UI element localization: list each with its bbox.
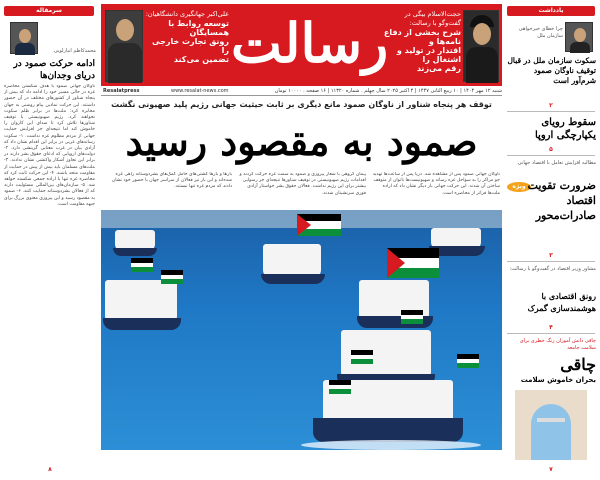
item5-small: چاقی دانش آموزان زنگ خطری برای سلامت جامعه xyxy=(519,338,596,351)
promo-right-title: شرح بخشی از دفاع نامه‌ها و xyxy=(383,28,461,46)
author-photo xyxy=(10,22,38,54)
promo-left-photo xyxy=(105,10,143,82)
masthead-logo: رسالت xyxy=(231,11,389,75)
item1-photo xyxy=(565,22,593,52)
right-column-label: یادداشت xyxy=(507,6,595,16)
item4-title[interactable]: رونق اقتصادی با هوشمندسازی گمرک xyxy=(527,291,596,313)
social-handle: Resalatpress xyxy=(103,88,140,94)
lead-text-right: ناوگان جهانی صمود پس از مشاهده شد. دریا پس از ساعت‌ها تهدید جو مراکز را به سواحل غزه رساند و صهیونیست‌ها ناتوان از متوقف ساختن آن شدند. این حرکت جهانی بار دیگر نشان داد که اراده ملت‌ها فراتر از محاصره است. xyxy=(372,172,500,196)
palestine-flag xyxy=(401,310,423,324)
promo-left-foot: تضمین می‌کند xyxy=(173,55,229,64)
editorial-body: ناوگان جهانی صمود با هدف شکستن محاصره غزه در حالی مسیر خود را ادامه داد که بیش از پنجاه شناور از کشورهای مختلف در آن حضور داشتند. این حرکت نمادین پیام روشنی به جهان مخابره کرد: ملت‌ها در برابر ظلم سکوت نخواهند کرد. رژیم صهیونیستی با توقیف شناورها تلاش کرد تا صدای این کاروان را خاموش کند اما نتیجه‌ای جز افزایش حمایت جهانی از مردم مظلوم غزه نداشت. ۱- سکوت رسانه‌های غربی در برابر این اقدام نشان داد که آزادی بیان در غرب معنایی گزینشی دارد. ۲- دولت‌های اروپایی که ادعای حقوق بشر دارند در برابر این تجاوز آشکار واکنشی نشان ندادند. ۳- ملت‌های مسلمان باید بیش از پیش در حمایت از مقاومت متحد باشند. ۴- این حرکت ثابت کرد که محاصره غزه تنها با اراده جمعی شکسته خواهد شد. ۵- سازمان‌های بین‌المللی مسئولیت دارند که از فعالان بشردوستانه حمایت کنند. ۶- صمود به مقصود رسید و این پیروزی معنوی بزرگ برای جبهه مقاومت است. xyxy=(4,84,95,207)
boat xyxy=(263,244,321,278)
masthead xyxy=(101,4,502,86)
item4-small: مشاور وزیر اقتصاد در گفت‌وگو با رسالت: xyxy=(509,266,596,272)
item5-page-number: ۷ xyxy=(549,466,553,473)
palestine-flag xyxy=(131,258,153,272)
issue-date: شنبه ۱۲ مهر ۱۴۰۴ | ۱۰ ربیع الثانی ۱۴۴۷ | ۴ اکتبر ۲۰۲۵ سال چهلم . شماره ۱۱۳۲۰ | ۱۶ صفحه . ۱۰۰۰۰ تومان xyxy=(274,88,502,94)
editorial-label: سرمقاله xyxy=(4,6,94,16)
headline-kicker: توقف هر پنجاه شناور از ناوگان صمود مانع دیگری بر ثابت حیثیت جهانی رژیم پلید صهیونی نگشت xyxy=(111,100,492,109)
item5-photo xyxy=(515,390,587,460)
item3-small: مطالبه افزایش تعامل با اقتصاد جهانی xyxy=(517,160,596,166)
flotilla-photo xyxy=(101,210,502,450)
promo-right-foot: رقم می‌زند xyxy=(416,64,461,73)
promo-left[interactable] xyxy=(145,10,229,64)
palestine-flag xyxy=(329,380,351,394)
item2-page-number: ۵ xyxy=(549,146,553,153)
item3-title[interactable]: ضرورت تقویت اقتصاد صادرات‌محور xyxy=(527,179,596,222)
item1-page-number: ۲ xyxy=(549,102,553,109)
right-column xyxy=(505,2,598,476)
palestine-flag xyxy=(457,354,479,368)
palestine-flag xyxy=(351,350,373,364)
promo-right-small: حجت‌الاسلام بیگی در گفت‌وگو با رسالت: xyxy=(404,10,461,27)
editorial-title: ادامه حرکت صمود در دریای وجدان‌ها xyxy=(13,59,95,81)
promo-left-sub: رونق تجارت خارجی را xyxy=(151,37,229,55)
item1-title[interactable]: سکوت سازمان ملل در قبال توقیف ناوگان صمود شرم‌آور است xyxy=(507,56,596,85)
palestine-flag xyxy=(161,270,183,284)
promo-right[interactable] xyxy=(383,10,461,73)
lead-text-left: بارها و بارها کشتی‌های حامل کمک‌های بشردوستانه راهی غزه شده‌اند و این بار نیز فعالان از سراسر جهان با حضور خود نشان دادند که مردم غزه تنها نیستند. xyxy=(111,172,232,190)
author-name: محمدکاظم انبارلویی xyxy=(53,48,96,54)
item2-title[interactable]: سقوط رویای یکپارچگی اروپا xyxy=(535,117,596,141)
editorial-column xyxy=(2,2,97,476)
special-badge: ویژه xyxy=(507,182,531,192)
issue-info-bar xyxy=(101,86,502,96)
promo-right-photo xyxy=(463,10,499,82)
promo-left-small: علی‌اکبر جهانگیری دانشگاهیان: xyxy=(145,10,229,18)
item5-title[interactable]: چاقی xyxy=(560,355,596,374)
editorial-page-number: ۸ xyxy=(48,466,52,473)
website-url[interactable]: www.resalat-news.com xyxy=(171,88,229,94)
item1-small: چرا خطای خیرخواهی سازمان ملل xyxy=(518,26,563,39)
item3-page-number: ۳ xyxy=(549,252,553,259)
main-headline: صمود به مقصود رسید xyxy=(125,119,478,164)
promo-right-sub: اقتدار در تولید و اشتغال را xyxy=(396,46,461,64)
item4-page-number: ۴ xyxy=(549,324,553,331)
lead-text-middle: پیمان گروهی با شعار پیروزی و صمود به سمت غزه حرکت کردند و اقدامات رژیم صهیونیستی در توقیف شناورها نتیجه‌ای جز رسوایی بیشتر برای این رژیم نداشت. فعالان حقوق بشر خواستار آزادی فوری سرنشینان شدند. xyxy=(239,172,366,196)
promo-left-title: توسعه روابط با همسایگان xyxy=(168,19,229,37)
item5-sub: بحران خاموش سلامت xyxy=(520,376,596,384)
